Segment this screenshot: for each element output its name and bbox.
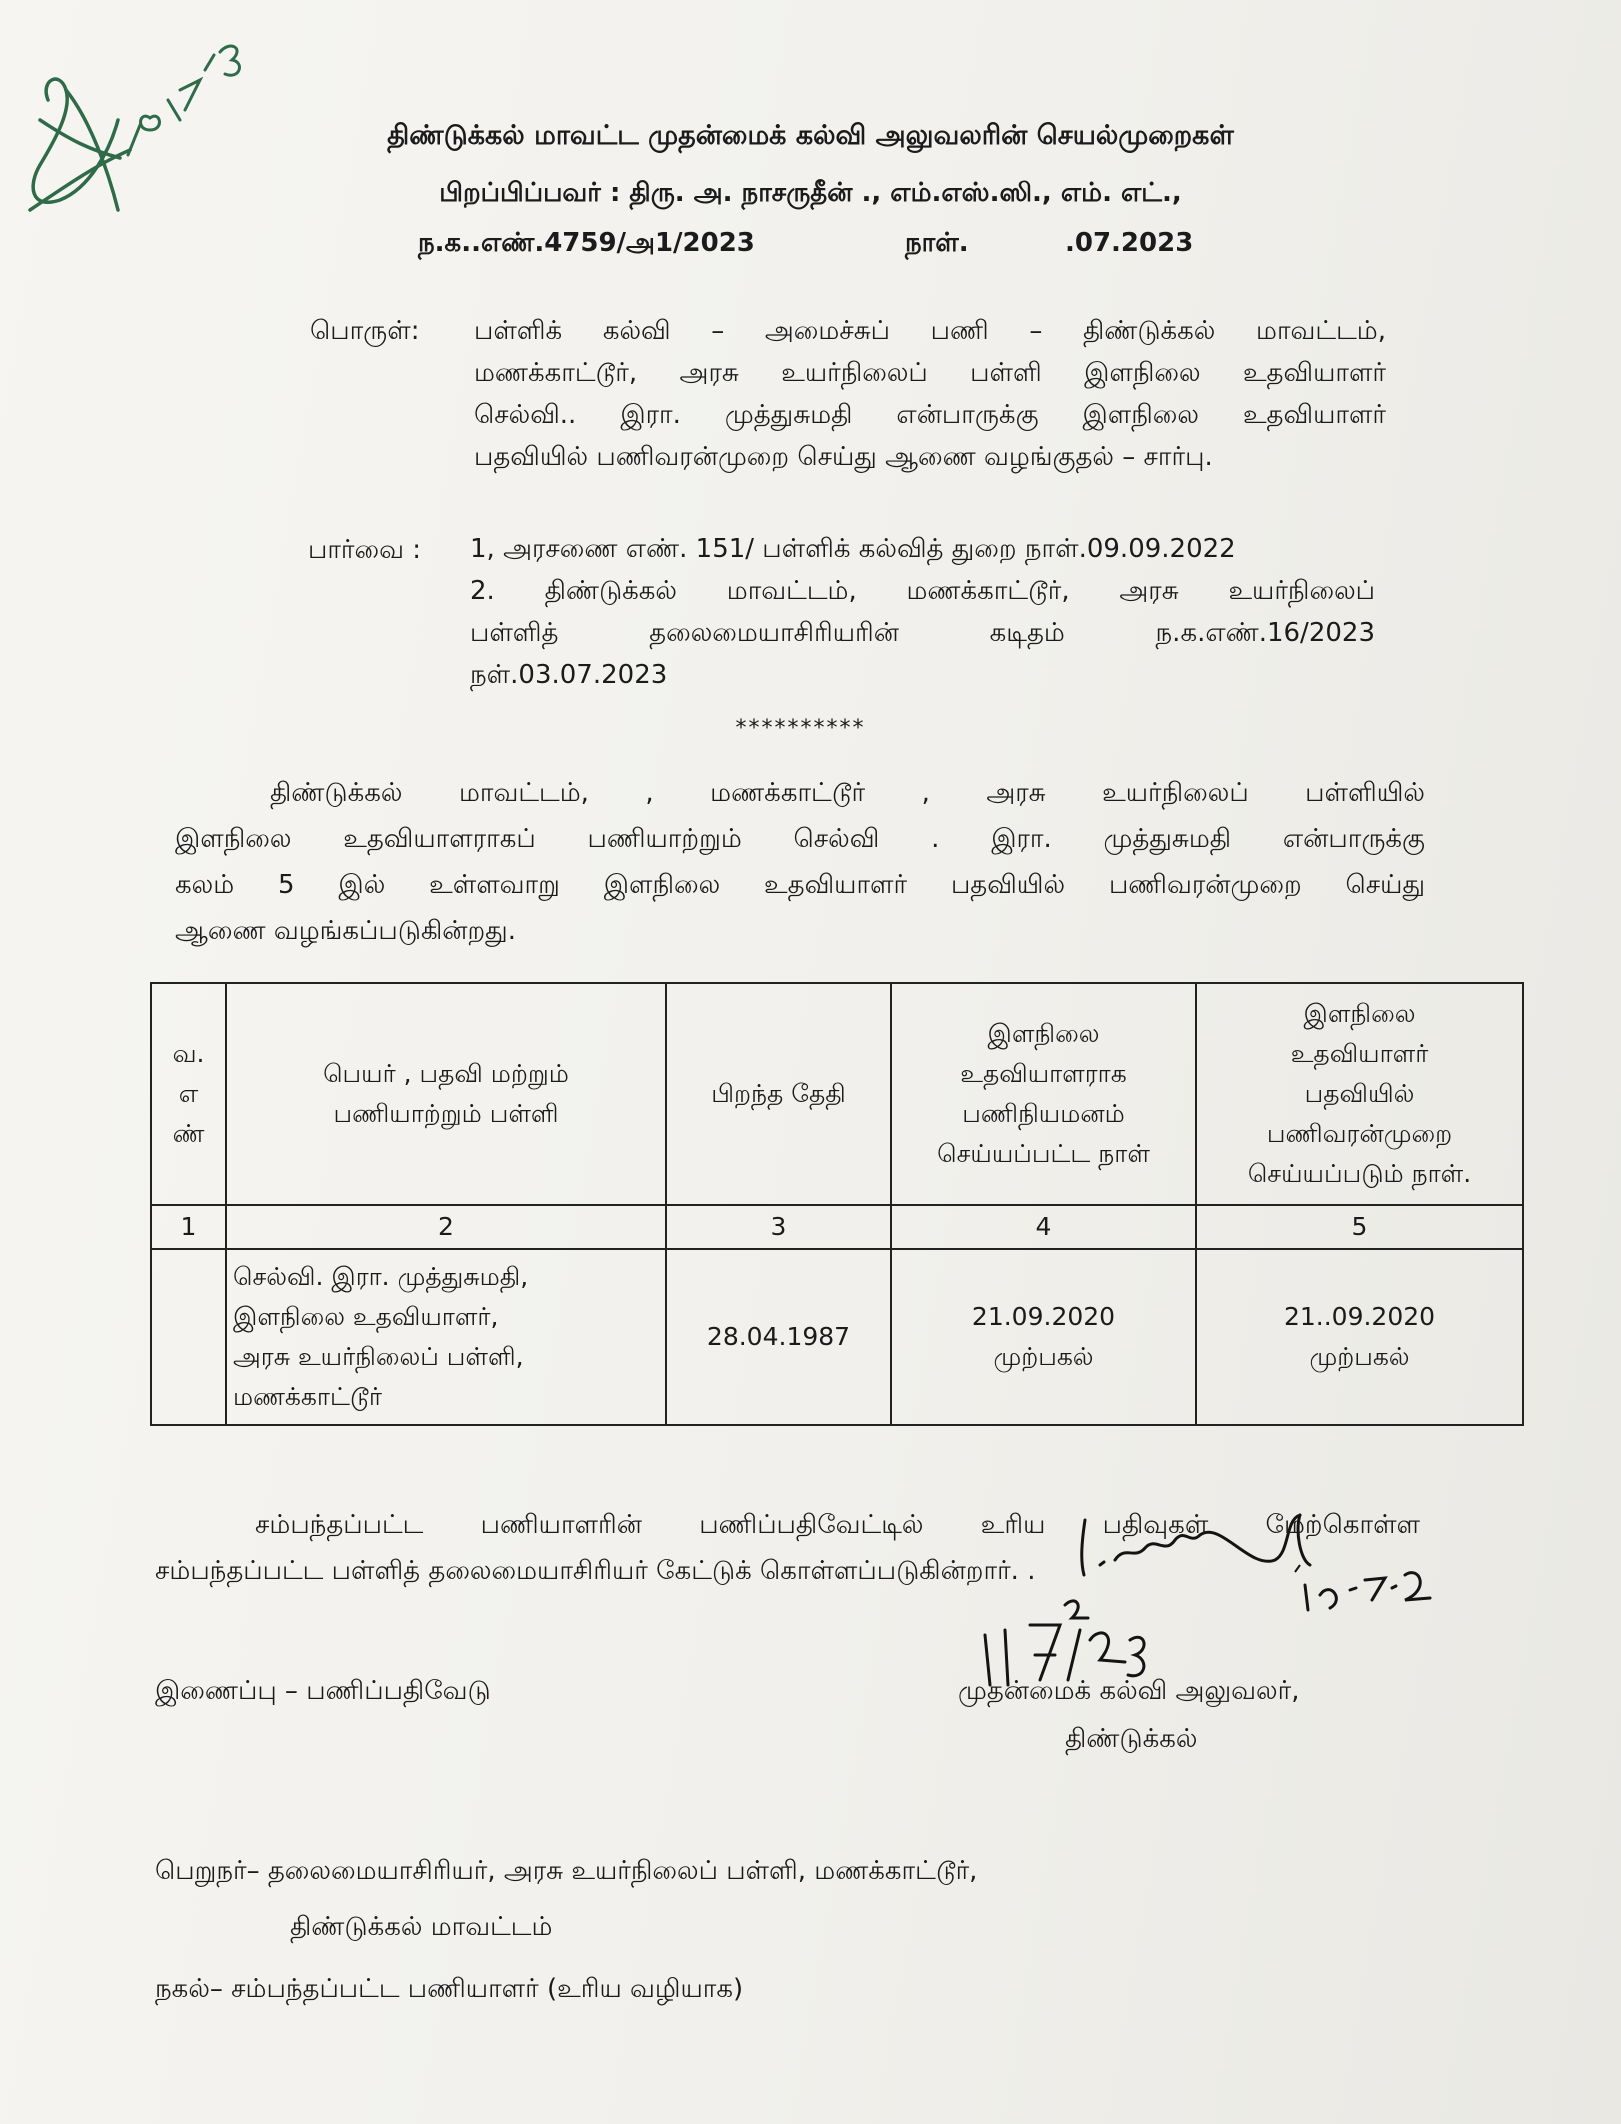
table-header-row — [151, 983, 1523, 1205]
enclosure-note: இணைப்பு – பணிப்பதிவேடு — [155, 1676, 491, 1706]
body-line: திண்டுக்கல் மாவட்டம், , மணக்காட்டூர் , அரசு உயர்நிலைப் பள்ளியில் — [270, 778, 1425, 808]
regularisation-table — [150, 982, 1524, 1426]
date-label: நாள். — [905, 228, 969, 258]
cell-appointment-date: 21.09.2020 முற்பகல் — [891, 1249, 1196, 1425]
signatory-designation: முதன்மைக் கல்வி அலுவலர், — [958, 1676, 1300, 1706]
reference-line: நள்.03.07.2023 — [470, 660, 668, 690]
reference-line: 2. திண்டுக்கல் மாவட்டம், மணக்காட்டூர், அரசு உயர்நிலைப் — [470, 576, 1375, 606]
separator-stars: ********** — [735, 716, 866, 741]
copy-to-line: நகல்– சம்பந்தப்பட்ட பணியாளர் (உரிய வழியாக) — [155, 1974, 744, 2004]
column-number: 1 — [151, 1205, 226, 1249]
reference-label: பார்வை : — [308, 535, 422, 565]
column-number: 2 — [226, 1205, 666, 1249]
issuer-line: பிறப்பிப்பவர் : திரு. அ. நாசருதீன் ., எம்.எஸ்.ஸி., எம். எட்., — [439, 178, 1182, 208]
subject-block — [474, 310, 1386, 478]
subject-line: பதவியில் பணிவரன்முறை செய்து ஆணை வழங்குதல் – சார்பு. — [474, 442, 1213, 472]
column-number: 5 — [1196, 1205, 1523, 1249]
reference-block — [470, 528, 1375, 696]
header-regularisation-date: இளநிலை உதவியாளர் பதவியில் பணிவரன்முறை செய்யப்படும் நாள். — [1196, 983, 1523, 1205]
cell-dob: 28.04.1987 — [666, 1249, 891, 1425]
header-serial: வ. எ ண் — [151, 983, 226, 1205]
recipient-line: பெறுநர்– தலைமையாசிரியர், அரசு உயர்நிலைப் பள்ளி, மணக்காட்டூர், — [155, 1856, 978, 1886]
cell-serial — [151, 1249, 226, 1425]
cell-name-post-school: செல்வி. இரா. முத்துசுமதி, இளநிலை உதவியாளர், அரசு உயர்நிலைப் பள்ளி, மணக்காட்டூர் — [226, 1249, 666, 1425]
subject-label: பொருள்: — [310, 316, 420, 346]
body-paragraph — [175, 770, 1425, 954]
reference-line: பள்ளித் தலைமையாசிரியரின் கடிதம் ந.க.எண்.16/2023 — [470, 618, 1375, 648]
closing-line: சம்பந்தப்பட்ட பள்ளித் தலைமையாசிரியர் கேட்டுக் கொள்ளப்படுகின்றார். . — [155, 1556, 1036, 1586]
recipient-district: திண்டுக்கல் மாவட்டம் — [290, 1912, 553, 1942]
column-number: 4 — [891, 1205, 1196, 1249]
body-line: இளநிலை உதவியாளராகப் பணியாற்றும் செல்வி . இரா. முத்துசுமதி என்பாருக்கு — [175, 824, 1425, 854]
cell-regularisation-date: 21..09.2020 முற்பகல் — [1196, 1249, 1523, 1425]
header-name: பெயர் , பதவி மற்றும் பணியாற்றும் பள்ளி — [226, 983, 666, 1205]
signatory-place: திண்டுக்கல் — [1065, 1724, 1198, 1754]
subject-line: மணக்காட்டூர், அரசு உயர்நிலைப் பள்ளி இளநிலை உதவியாளர் — [474, 358, 1386, 388]
header-appointment-date: இளநிலை உதவியாளராக பணிநியமனம் செய்யப்பட்ட நாள் — [891, 983, 1196, 1205]
closing-line: சம்பந்தப்பட்ட பணியாளரின் பணிப்பதிவேட்டில் உரிய பதிவுகள் மேற்கொள்ள — [255, 1510, 1420, 1540]
column-number: 3 — [666, 1205, 891, 1249]
reference-number: ந.க..எண்.4759/அ1/2023 — [418, 228, 755, 258]
body-line: ஆணை வழங்கப்படுகின்றது. — [175, 916, 516, 946]
table-row — [151, 1249, 1523, 1425]
closing-paragraph — [155, 1502, 1420, 1594]
date-value: .07.2023 — [1065, 228, 1194, 258]
subject-line: செல்வி.. இரா. முத்துசுமதி என்பாருக்கு இளநிலை உதவியாளர் — [474, 400, 1386, 430]
office-title: திண்டுக்கல் மாவட்ட முதன்மைக் கல்வி அலுவலரின் செயல்முறைகள் — [387, 120, 1234, 151]
header-dob: பிறந்த தேதி — [666, 983, 891, 1205]
subject-line: பள்ளிக் கல்வி – அமைச்சுப் பணி – திண்டுக்கல் மாவட்டம், — [474, 316, 1386, 346]
body-line: கலம் 5 இல் உள்ளவாறு இளநிலை உதவியாளர் பதவியில் பணிவரன்முறை செய்து — [175, 870, 1425, 900]
reference-line: 1, அரசணை எண். 151/ பள்ளிக் கல்வித் துறை நாள்.09.09.2022 — [470, 534, 1236, 564]
initial-date-handwriting — [985, 1601, 1144, 1685]
table-column-number-row — [151, 1205, 1523, 1249]
